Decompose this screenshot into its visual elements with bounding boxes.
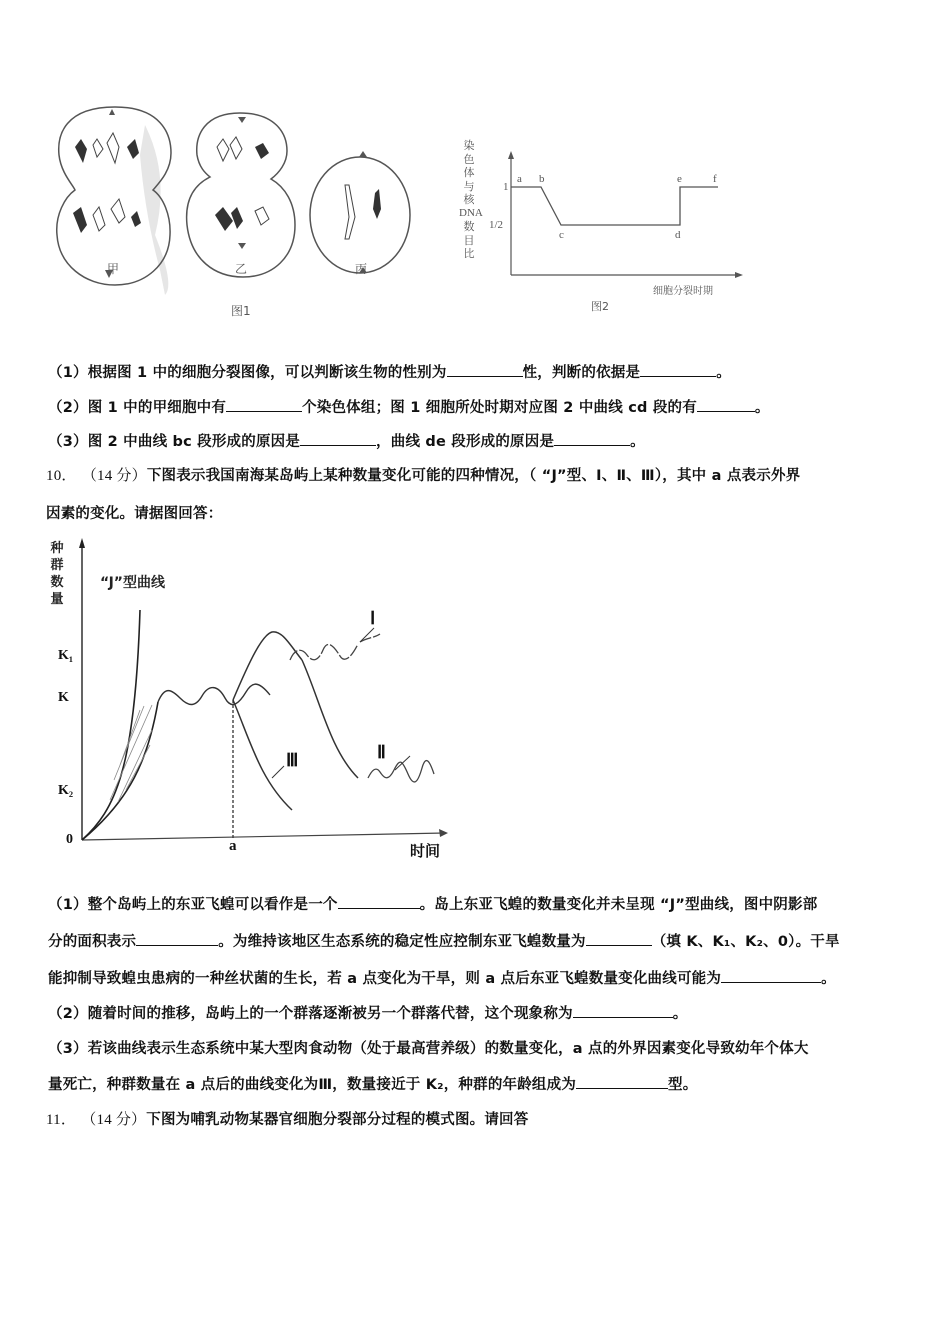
- q10-sub1-line3: 能抑制导致蝗虫患病的一种丝状菌的生长，若 a 点变化为干旱，则 a 点后东亚飞蝗数量变化曲线可能为 。: [48, 967, 836, 988]
- figure-2-tick-1: 1: [503, 181, 509, 193]
- q10-sub3-line2: 量死亡，种群数量在 a 点后的曲线变化为Ⅲ，数量接近于 K₂，种群的年龄组成为 型。: [48, 1073, 697, 1094]
- population-chart-y-label: 种 群 数 量: [50, 541, 64, 607]
- point-e: e: [677, 173, 682, 185]
- answer-blank[interactable]: [697, 397, 755, 412]
- answer-blank[interactable]: [586, 931, 652, 946]
- figure-1-label-jia: 甲: [107, 262, 120, 276]
- point-f: f: [713, 173, 717, 185]
- q10-sub3-line1: （3）若该曲线表示生态系统中某大型肉食动物（处于最高营养级）的数量变化，a 点的外界因素变化导致幼年个体大: [48, 1041, 809, 1057]
- q10-stem-line1: 10． （14 分）下图表示我国南海某岛屿上某种数量变化可能的四种情况，（ “J”型、Ⅰ、Ⅱ、Ⅲ），其中 a 点表示外界: [46, 468, 801, 484]
- figure-2: [455, 135, 755, 325]
- answer-blank[interactable]: [136, 931, 218, 946]
- q9-sub1: （1）根据图 1 中的细胞分裂图像，可以判断该生物的性别为 性，判断的依据是 。: [48, 361, 731, 382]
- figure-2-caption: 图2: [591, 300, 609, 313]
- k-label: K: [58, 690, 69, 705]
- figure-1-caption: 图1: [231, 304, 251, 318]
- curve-I-label: Ⅰ: [370, 608, 376, 628]
- answer-blank[interactable]: [338, 894, 420, 909]
- q11-stem: 11． （14 分）下图为哺乳动物某器官细胞分裂部分过程的模式图。请回答: [46, 1112, 529, 1128]
- k2-label: K₂: [58, 783, 74, 798]
- figure-2-y-axis-label: 染 色 体 与 核 DNA 数 目 比: [459, 139, 483, 260]
- q10-stem-line2: 因素的变化。请据图回答：: [46, 506, 223, 522]
- answer-blank[interactable]: [640, 362, 716, 377]
- origin-label: 0: [66, 832, 73, 847]
- figure-1: [45, 95, 445, 325]
- point-b: b: [539, 173, 545, 185]
- figure-2-tick-half: 1/2: [489, 219, 504, 231]
- curve-III-label: Ⅲ: [286, 750, 299, 770]
- point-d: d: [675, 229, 681, 241]
- q10-sub1-line1: （1）整个岛屿上的东亚飞蝗可以看作是一个 。岛上东亚飞蝗的数量变化并未呈现 “J”型曲线，图中阴影部: [48, 893, 817, 914]
- answer-blank[interactable]: [721, 968, 821, 983]
- point-a: a: [517, 173, 522, 185]
- population-chart: [40, 530, 470, 870]
- answer-blank[interactable]: [554, 431, 630, 446]
- answer-blank[interactable]: [576, 1074, 668, 1089]
- answer-blank[interactable]: [300, 431, 376, 446]
- j-curve-label: “J”型曲线: [100, 575, 165, 591]
- answer-blank[interactable]: [447, 362, 523, 377]
- q10-sub2: （2）随着时间的推移，岛屿上的一个群落逐渐被另一个群落代替，这个现象称为 。: [48, 1002, 688, 1023]
- k1-label: K₁: [58, 648, 74, 663]
- figure-1-label-yi: 乙: [235, 262, 248, 276]
- q9-sub2: （2）图 1 中的甲细胞中有 个染色体组；图 1 细胞所处时期对应图 2 中曲线 cd 段的有 。: [48, 396, 770, 417]
- q10-sub1-line2: 分的面积表示 。为维持该地区生态系统的稳定性应控制东亚飞蝗数量为 （填 K、K₁、K₂、0）。干旱: [48, 930, 840, 951]
- a-point-label: a: [229, 838, 237, 854]
- figure-1-cells-drawing: [45, 95, 445, 325]
- figure-2-x-axis-label: 细胞分裂时期: [653, 286, 713, 297]
- figure-1-label-bing: 丙: [355, 262, 368, 276]
- curve-II-label: Ⅱ: [377, 742, 386, 762]
- answer-blank[interactable]: [573, 1003, 673, 1018]
- x-axis-label: 时间: [410, 842, 441, 860]
- answer-blank[interactable]: [226, 397, 302, 412]
- q9-sub3: （3）图 2 中曲线 bc 段形成的原因是 ，曲线 de 段形成的原因是 。: [48, 430, 645, 451]
- point-c: c: [559, 229, 564, 241]
